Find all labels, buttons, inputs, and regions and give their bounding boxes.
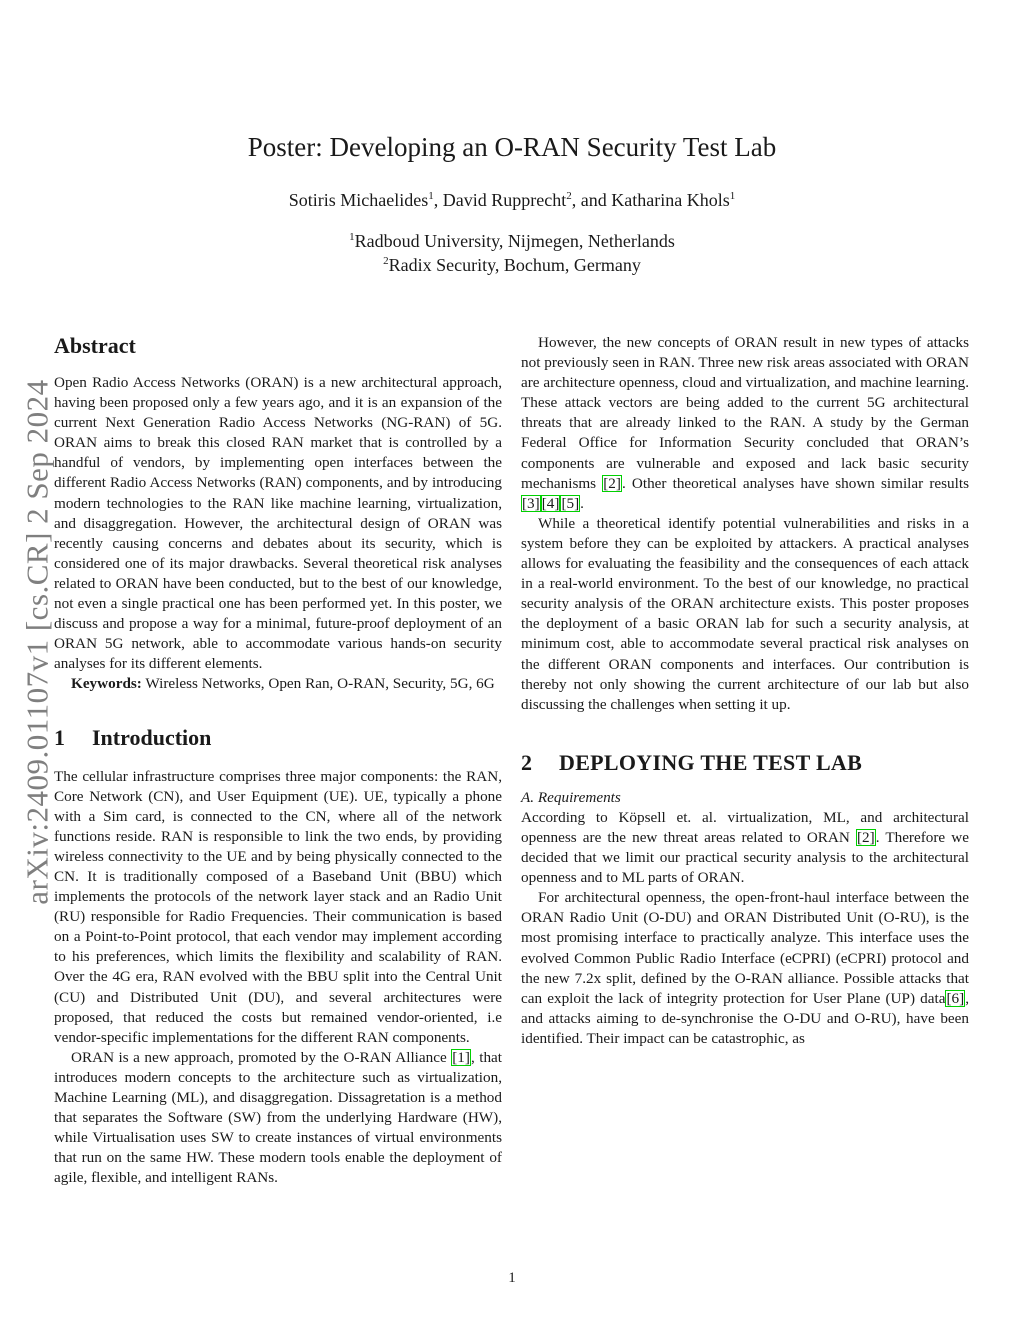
author-affiliation-mark: 1 bbox=[428, 190, 434, 202]
paragraph-text: , and attacks aiming to de-synchronise the O-DU and O-RU), have been identified. Their impact can be catastrophic, as bbox=[521, 989, 969, 1047]
affiliation bbox=[0, 255, 1024, 276]
deploy-paragraph bbox=[521, 808, 969, 888]
deploy-paragraph bbox=[521, 888, 969, 1049]
deploy-heading bbox=[521, 750, 969, 776]
arxiv-identifier-stamp bbox=[18, 362, 58, 922]
paragraph-text: However, the new concepts of ORAN result in new types of attacks not previously seen in RAN. Three new risk areas associated with ORAN are architecture openness, cloud and virtualization, and machine learning. These attack vectors are being added to the current 5G architectural threats that are already linked to the RAN. A study by the German Federal Office for Information Security concluded that ORAN’s components are vulnerable and exposed and lack basic security mechanisms bbox=[521, 334, 969, 492]
paragraph-text: ORAN is a new approach, promoted by the O-RAN Alliance bbox=[71, 1048, 452, 1066]
author-name: Katharina Khols bbox=[611, 190, 730, 210]
affiliation-text: Radboud University, Nijmegen, Netherlands bbox=[354, 231, 675, 251]
citation-link[interactable]: [5] bbox=[561, 494, 580, 512]
paragraph-text: According to Köpsell et. al. virtualization, ML, and architectural openness are the new threat areas related to ORAN bbox=[521, 808, 969, 846]
citation-link[interactable]: [2] bbox=[603, 474, 621, 492]
citation-link[interactable]: [3] bbox=[522, 494, 540, 512]
author-name: Sotiris Michaelides bbox=[288, 190, 429, 210]
affiliation-mark: 2 bbox=[383, 255, 389, 267]
section-title: DEPLOYING THE TEST LAB bbox=[559, 749, 863, 775]
intro-paragraph: While a theoretical identify potential vulnerabilities and risks in a system before they can be exploited by attackers. A practical analyses allows for evaluating the feasibility and the consequences of each attack in a real-world environment. To the best of our knowledge, no practical security analysis of the ORAN architecture exists. This poster proposes the deployment of a basic ORAN lab for such a security analysis, at minimum cost, able to accommodate several practical risk analyses on the different ORAN components and interfaces. Our contribution is thereby not only showing the current architecture of our lab but also discussing the challenges when setting it up. bbox=[521, 514, 969, 713]
author-affiliation-mark: 1 bbox=[729, 190, 736, 202]
author-name: David Rupprecht bbox=[442, 190, 567, 210]
section-number: 1 bbox=[54, 724, 65, 750]
author-affiliation-mark: 2 bbox=[566, 190, 572, 202]
citation-link[interactable]: [6] bbox=[946, 989, 965, 1007]
intro-heading bbox=[54, 725, 502, 751]
abstract-body: Open Radio Access Networks (ORAN) is a new architectural approach, having been proposed only a few years ago, and it is an expansion of the current Next Generation Radio Access Networks (NG-RAN) of 5G. ORAN aims to break this closed RAN market that is controlled by a handful of vendors, by implementing open interfaces between the different Radio Access Networks (RAN) components, and by introducing modern technologies to the RAN like machine learning, virtualization, and disaggregation. However, the architectural design of ORAN was recently causing concerns and debates about its security, which is considered one of its major drawbacks. Several theoretical risk analyses related to ORAN have been conducted, but to the best of our knowledge, not even a single practical one has been performed yet. In this poster, we discuss and propose a way for a minimal, future-proof deployment of an ORAN 5G network, able to accommodate various hands-on security analyses for its different elements. bbox=[54, 374, 502, 673]
keywords bbox=[54, 674, 502, 694]
abstract-heading: Abstract bbox=[54, 333, 136, 358]
author-separator: , bbox=[433, 190, 443, 210]
paragraph-text: . bbox=[580, 494, 584, 512]
section-title: Introduction bbox=[92, 724, 212, 750]
author-list bbox=[0, 190, 1024, 211]
intro-paragraph bbox=[521, 333, 969, 514]
keywords-label: Keywords: bbox=[71, 675, 142, 693]
page-number: 1 bbox=[508, 1270, 516, 1286]
author-separator: , and bbox=[571, 190, 612, 210]
affiliation bbox=[0, 231, 1024, 252]
affiliation-mark: 1 bbox=[349, 231, 355, 243]
citation-link[interactable]: [4] bbox=[541, 494, 560, 512]
paragraph-text: For architectural openness, the open-front-haul interface between the ORAN Radio Unit (O-DU) and ORAN Distributed Unit (O-RU), is the most promising interface to practically analyze. This interface uses the evolved Common Public Radio Interface (eCPRI) (eCPRI) protocol and the new 7.2x split, defined by the O-RAN alliance. Possible attacks that can exploit the lack of integrity protection for User Plane (UP) data bbox=[521, 889, 969, 1007]
subsection-heading: A. Requirements bbox=[521, 788, 621, 806]
section-number: 2 bbox=[521, 749, 533, 775]
paragraph-text: . Other theoretical analyses have shown similar results bbox=[621, 474, 969, 492]
citation-link[interactable]: [2] bbox=[856, 828, 875, 846]
citation-link[interactable]: [1] bbox=[452, 1048, 470, 1066]
left-column bbox=[54, 333, 502, 1188]
paragraph-text: , that introduces modern concepts to the architecture such as virtualization, Machine Learning (ML), and disaggregation. Dissagretation is a method that separates the Software (SW) from the underlying Hardware (HW), while Virtualisation uses SW to create instances of virtual environments that run on the same HW. These modern tools enable the deployment of agile, flexible, and intelligent RANs. bbox=[54, 1048, 502, 1187]
arxiv-identifier-text: arXiv:2409.01107v1 [cs.CR] 2 Sep 2024 bbox=[20, 379, 55, 905]
right-column bbox=[521, 333, 969, 1049]
affiliation-text: Radix Security, Bochum, Germany bbox=[388, 255, 641, 275]
intro-paragraph bbox=[54, 1048, 502, 1189]
paragraph-text: . Therefore we decided that we limit our practical security analysis to the architectural openness and to ML parts of ORAN. bbox=[521, 828, 969, 887]
paper-title: Poster: Developing an O-RAN Security Test Lab bbox=[247, 132, 777, 162]
intro-paragraph: The cellular infrastructure comprises three major components: the RAN, Core Network (CN), and User Equipment (UE). UE, typically a phone with a Sim card, is connected to the CN, where all of the network functions reside. RAN is responsible to link the two ends, by providing wireless connectivity to the UE and by being physically connected to the CN. It is traditionally composed of a Baseband Unit (BBU) which implements the protocols of the network layer stack and an Radio Unit (RU) responsible for Radio Frequencies. Their communication is based on a Point-to-Point protocol, that each vendor may implement according to his preferences, which limits the flexibility and scalability of RAN. Over the 4G era, RAN evolved with the BBU split into the Central Unit (CU) and Distributed Unit (DU), and several architectures were proposed, that reduced the costs but remained vendor-oriented, i.e vendor-specific implementations for the different RAN components. bbox=[54, 767, 502, 1046]
keywords-text: Wireless Networks, Open Ran, O-RAN, Security, 5G, 6G bbox=[145, 675, 495, 693]
